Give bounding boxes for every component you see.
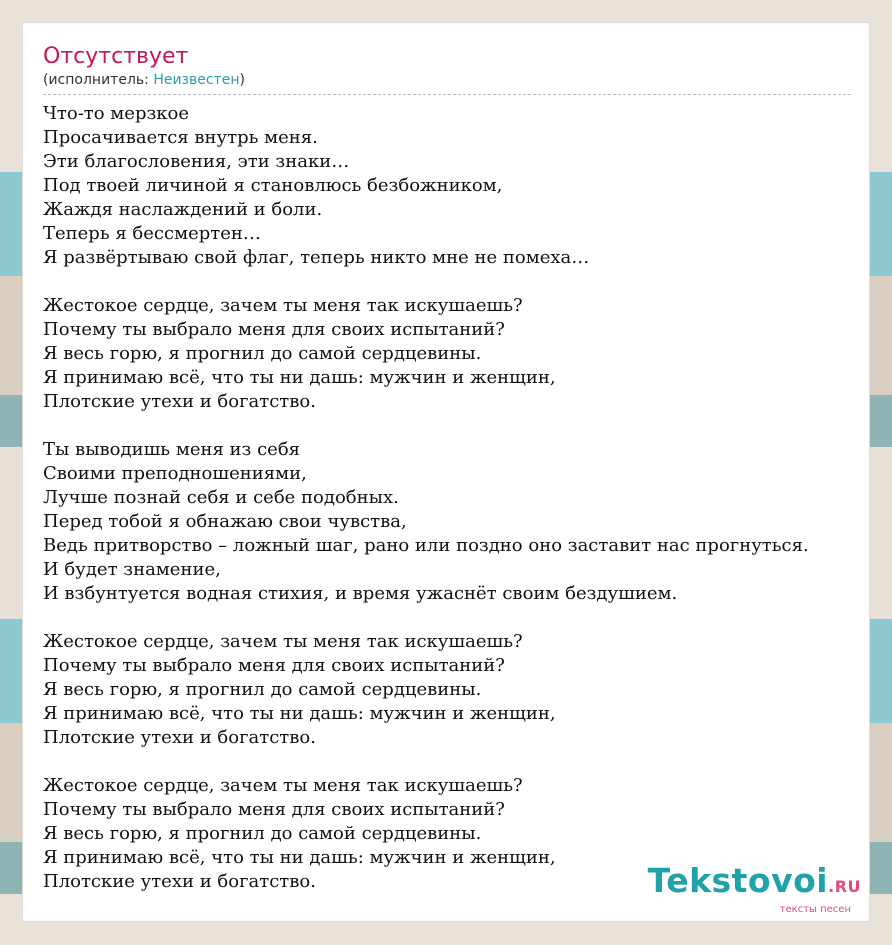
lyric-line: Эти благословения, эти знаки… (43, 151, 350, 172)
lyric-line: Плотские утехи и богатство. (43, 727, 316, 748)
lyric-line: Почему ты выбрало меня для своих испытаний? (43, 319, 505, 340)
logo-wordmark (647, 861, 861, 904)
stanza-break (43, 414, 865, 438)
lyric-line: Я принимаю всё, что ты ни дашь: мужчин и женщин, (43, 367, 556, 388)
lyric-line: Жестокое сердце, зачем ты меня так искушаешь? (43, 295, 523, 316)
artist-line (43, 71, 851, 89)
logo-tld: .RU (828, 877, 861, 896)
lyric-line: Жаждя наслаждений и боли. (43, 199, 323, 220)
site-logo[interactable] (647, 861, 861, 915)
lyric-line: Своими преподношениями, (43, 463, 307, 484)
song-title: Отсутствует (43, 44, 189, 69)
lyric-line: Теперь я бессмертен… (43, 223, 261, 244)
lyric-line: Я принимаю всё, что ты ни дашь: мужчин и женщин, (43, 703, 556, 724)
lyric-line: Жестокое сердце, зачем ты меня так искушаешь? (43, 775, 523, 796)
lyric-line: Что-то мерзкое (43, 103, 190, 124)
lyric-line: Я развёртываю свой флаг, теперь никто мне не помеха… (43, 247, 590, 268)
stanza-break (43, 606, 865, 630)
lyric-line: Жестокое сердце, зачем ты меня так искушаешь? (43, 631, 523, 652)
lyric-line: Ты выводишь меня из себя (43, 439, 301, 460)
lyric-line: Плотские утехи и богатство. (43, 391, 316, 412)
artist-suffix: ) (239, 72, 245, 88)
lyric-line: Я весь горю, я прогнил до самой сердцевины. (43, 823, 482, 844)
lyrics-text (43, 102, 865, 894)
logo-main-text: Tekstovoi (647, 861, 829, 900)
lyric-line: Лучше познай себя и себе подобных. (43, 487, 399, 508)
lyric-line: Я весь горю, я прогнил до самой сердцевины. (43, 679, 482, 700)
stanza-break (43, 270, 865, 294)
song-header (43, 43, 851, 95)
lyric-line: Ведь притворство – ложный шаг, рано или поздно оно заставит нас прогнуться. (43, 535, 809, 556)
lyric-line: Просачивается внутрь меня. (43, 127, 318, 148)
lyric-line: И будет знамение, (43, 559, 221, 580)
lyric-line: И взбунтуется водная стихия, и время ужаснёт своим бездушием. (43, 583, 678, 604)
lyric-line: Плотские утехи и богатство. (43, 871, 316, 892)
lyric-line: Я весь горю, я прогнил до самой сердцевины. (43, 343, 482, 364)
logo-tagline: тексты песен (779, 904, 851, 915)
artist-link[interactable]: Неизвестен (153, 72, 240, 88)
lyric-line: Перед тобой я обнажаю свои чувства, (43, 511, 407, 532)
lyric-line: Почему ты выбрало меня для своих испытаний? (43, 799, 505, 820)
lyric-line: Почему ты выбрало меня для своих испытаний? (43, 655, 505, 676)
stanza-break (43, 750, 865, 774)
lyric-line: Под твоей личиной я становлюсь безбожником, (43, 175, 503, 196)
lyric-line: Я принимаю всё, что ты ни дашь: мужчин и женщин, (43, 847, 556, 868)
lyrics-card (22, 22, 870, 922)
artist-prefix: (исполнитель: (43, 72, 154, 88)
